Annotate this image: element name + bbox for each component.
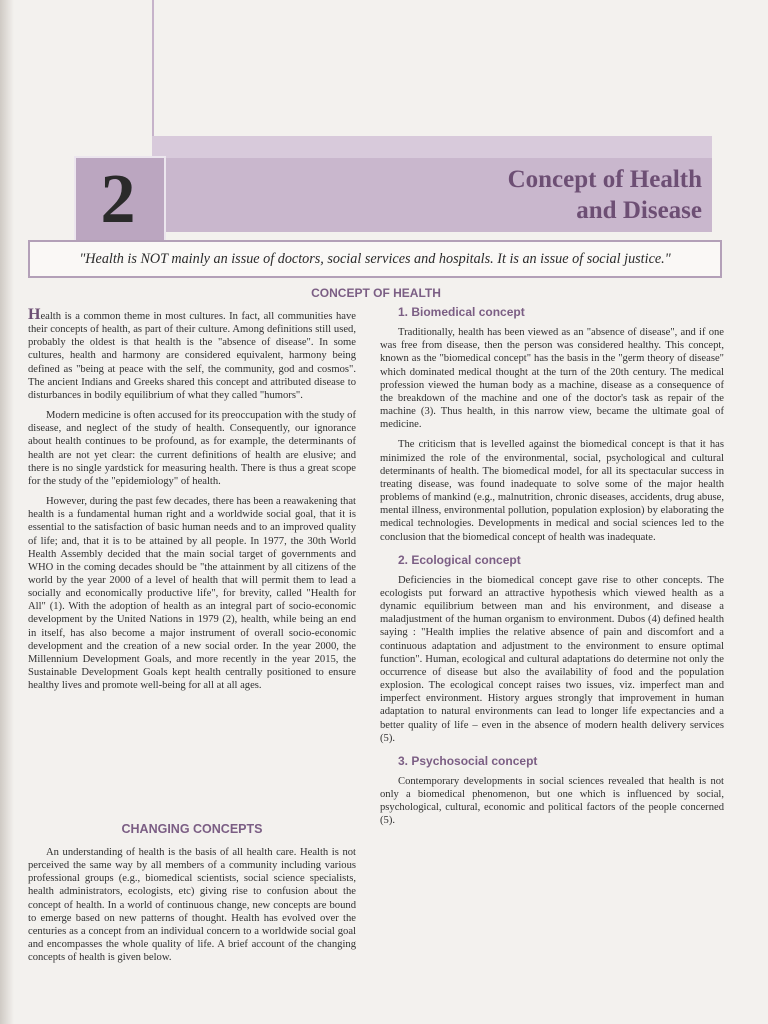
chapter-number: 2 xyxy=(100,161,136,238)
heading-psychosocial: 3. Psychosocial concept xyxy=(398,753,538,768)
paragraph-ecological-1: Deficiencies in the biomedical concept gave rise to other concepts. The ecologists put forward an attractive hypothesis which viewed health as a dynamic equilibrium between man and his environment, and disease a maladjustment of the human organism to environment. Dubos (4) defined health saying : "Health implies the relative absence of pain and discomfort and a continuous adaptation and adjustment to the environment to ensure optimal function". Human, ecological and cultural adaptations do determine not only the occurrence of disease but also the availability of food and the population explosion. The ecological concept raises two issues, viz. imperfect man and imperfect environment. History argues strongly that improvement in human adaptation to natural environments can lead to longer life expectancies and a better quality of life – even in the absence of modern health delivery services (5). xyxy=(380,574,724,744)
epigraph-quote: "Health is NOT mainly an issue of doctors, social services and hospitals. It is an issue of social justice." xyxy=(28,240,722,278)
paragraph-psychosocial-1: Contemporary developments in social sciences revealed that health is not only a biomedical phenomenon, but one which is influenced by social, psychological, cultural, economic and political factors of the people concerned (5). xyxy=(380,776,724,827)
section-heading-concept: CONCEPT OF HEALTH xyxy=(311,286,441,300)
paragraph-concept-3: However, during the past few decades, there has been a reawakening that health is a fundamental human right and a worldwide social goal, that it is essential to the satisfaction of basic human needs and to an improved quality of life; and, that it is to be attained by all people. In 1977, the 30th World Health Assembly decided that the main social target of governments and WHO in the coming decades should be "the attainment by all citizens of the world by the year 2000 of a level of health that will permit them to lead a socially and economically productive life", for brevity, called "Health for All" (1). With the adoption of health as an integral part of socio-economic development by the United Nations in 1979 (2), health, while being an end in itself, has also become a major instrument of overall socio-economic development and the creation of a new social order. In the year 2000, the Millennium Development Goals, and more recently in the year 2015, the Sustainable Development Goals kept health centrally positioned to ensure healthy lives and promote well-being for all at all ages. xyxy=(28,496,356,692)
paragraph-concept-1 xyxy=(28,308,356,402)
left-column-changing xyxy=(28,846,356,971)
heading-biomedical: 1. Biomedical concept xyxy=(398,305,525,319)
chapter-title xyxy=(402,164,702,226)
left-column xyxy=(28,308,356,699)
chapter-title-line1: Concept of Health xyxy=(507,166,702,193)
chapter-title-line2: and Disease xyxy=(576,197,702,224)
drop-cap: H xyxy=(28,306,41,323)
page-edge-shadow xyxy=(0,0,14,1024)
paragraph-concept-1-text: ealth is a common theme in most cultures. In fact, all communities have their concepts of health, as part of their culture. Among definitions still used, probably the oldest is that health is the "absence of disease". In some cultures, health and harmony are considered equivalent, harmony being defined as "being at peace with the self, the community, god and cosmos". The ancient Indians and Greeks shared this concept and attributed disease to disturbances in bodily equilibrium of what they called "humors". xyxy=(28,311,356,401)
paragraph-biomedical-1: Traditionally, health has been viewed as an "absence of disease", and if one was free from disease, then the person was considered healthy. This concept, known as the "biomedical concept" has the basis in the "germ theory of disease" which dominated medical thought at the turn of the 20th century. The medical profession viewed the human body as a machine, disease as a consequence of the breakdown of the machine and one of the doctor's task as repair of the machine (3). Thus health, in this narrow view, became the ultimate goal of medicine. xyxy=(380,327,724,431)
right-column xyxy=(380,306,724,835)
chapter-banner-band xyxy=(152,136,712,158)
paragraph-concept-2: Modern medicine is often accused for its preoccupation with the study of disease, and neglect of the study of health. Consequently, our ignorance about health continues to be profound, as for example, the determinants of health are not yet clear: the current definitions of health are elusive; and there is no single yardstick for measuring health. There is thus a great scope for the study of the "epidemiology" of health. xyxy=(28,410,356,487)
section-heading-changing: CHANGING CONCEPTS xyxy=(121,822,263,836)
paragraph-changing-1: An understanding of health is the basis of all health care. Health is not perceived the same way by all members of a community including various professional groups (e.g., biomedical scientists, social science specialists, health administrators, ecologists, etc) giving rise to confusion about the concept of health. In a world of continuous change, new concepts are bound to emerge based on new patterns of thought. Health has evolved over the centuries as a concept from an individual concern to a worldwide social goal and encompasses the whole quality of life. A brief account of the changing concepts of health is given below. xyxy=(28,847,356,964)
heading-ecological: 2. Ecological concept xyxy=(398,552,521,567)
paragraph-biomedical-2: The criticism that is levelled against the biomedical concept is that it has minimized the role of the environmental, social, psychological and cultural determinants of health. The biomedical model, for all its spectacular success in treating disease, was found inadequate to solve some of the major health problems of mankind (e.g., malnutrition, chronic diseases, accidents, drug abuse, mental illness, environmental pollution, population explosion) by elaborating the medical technologies. Developments in medical and social sciences led to the conclusion that the biomedical concept of health was inadequate. xyxy=(380,439,724,543)
